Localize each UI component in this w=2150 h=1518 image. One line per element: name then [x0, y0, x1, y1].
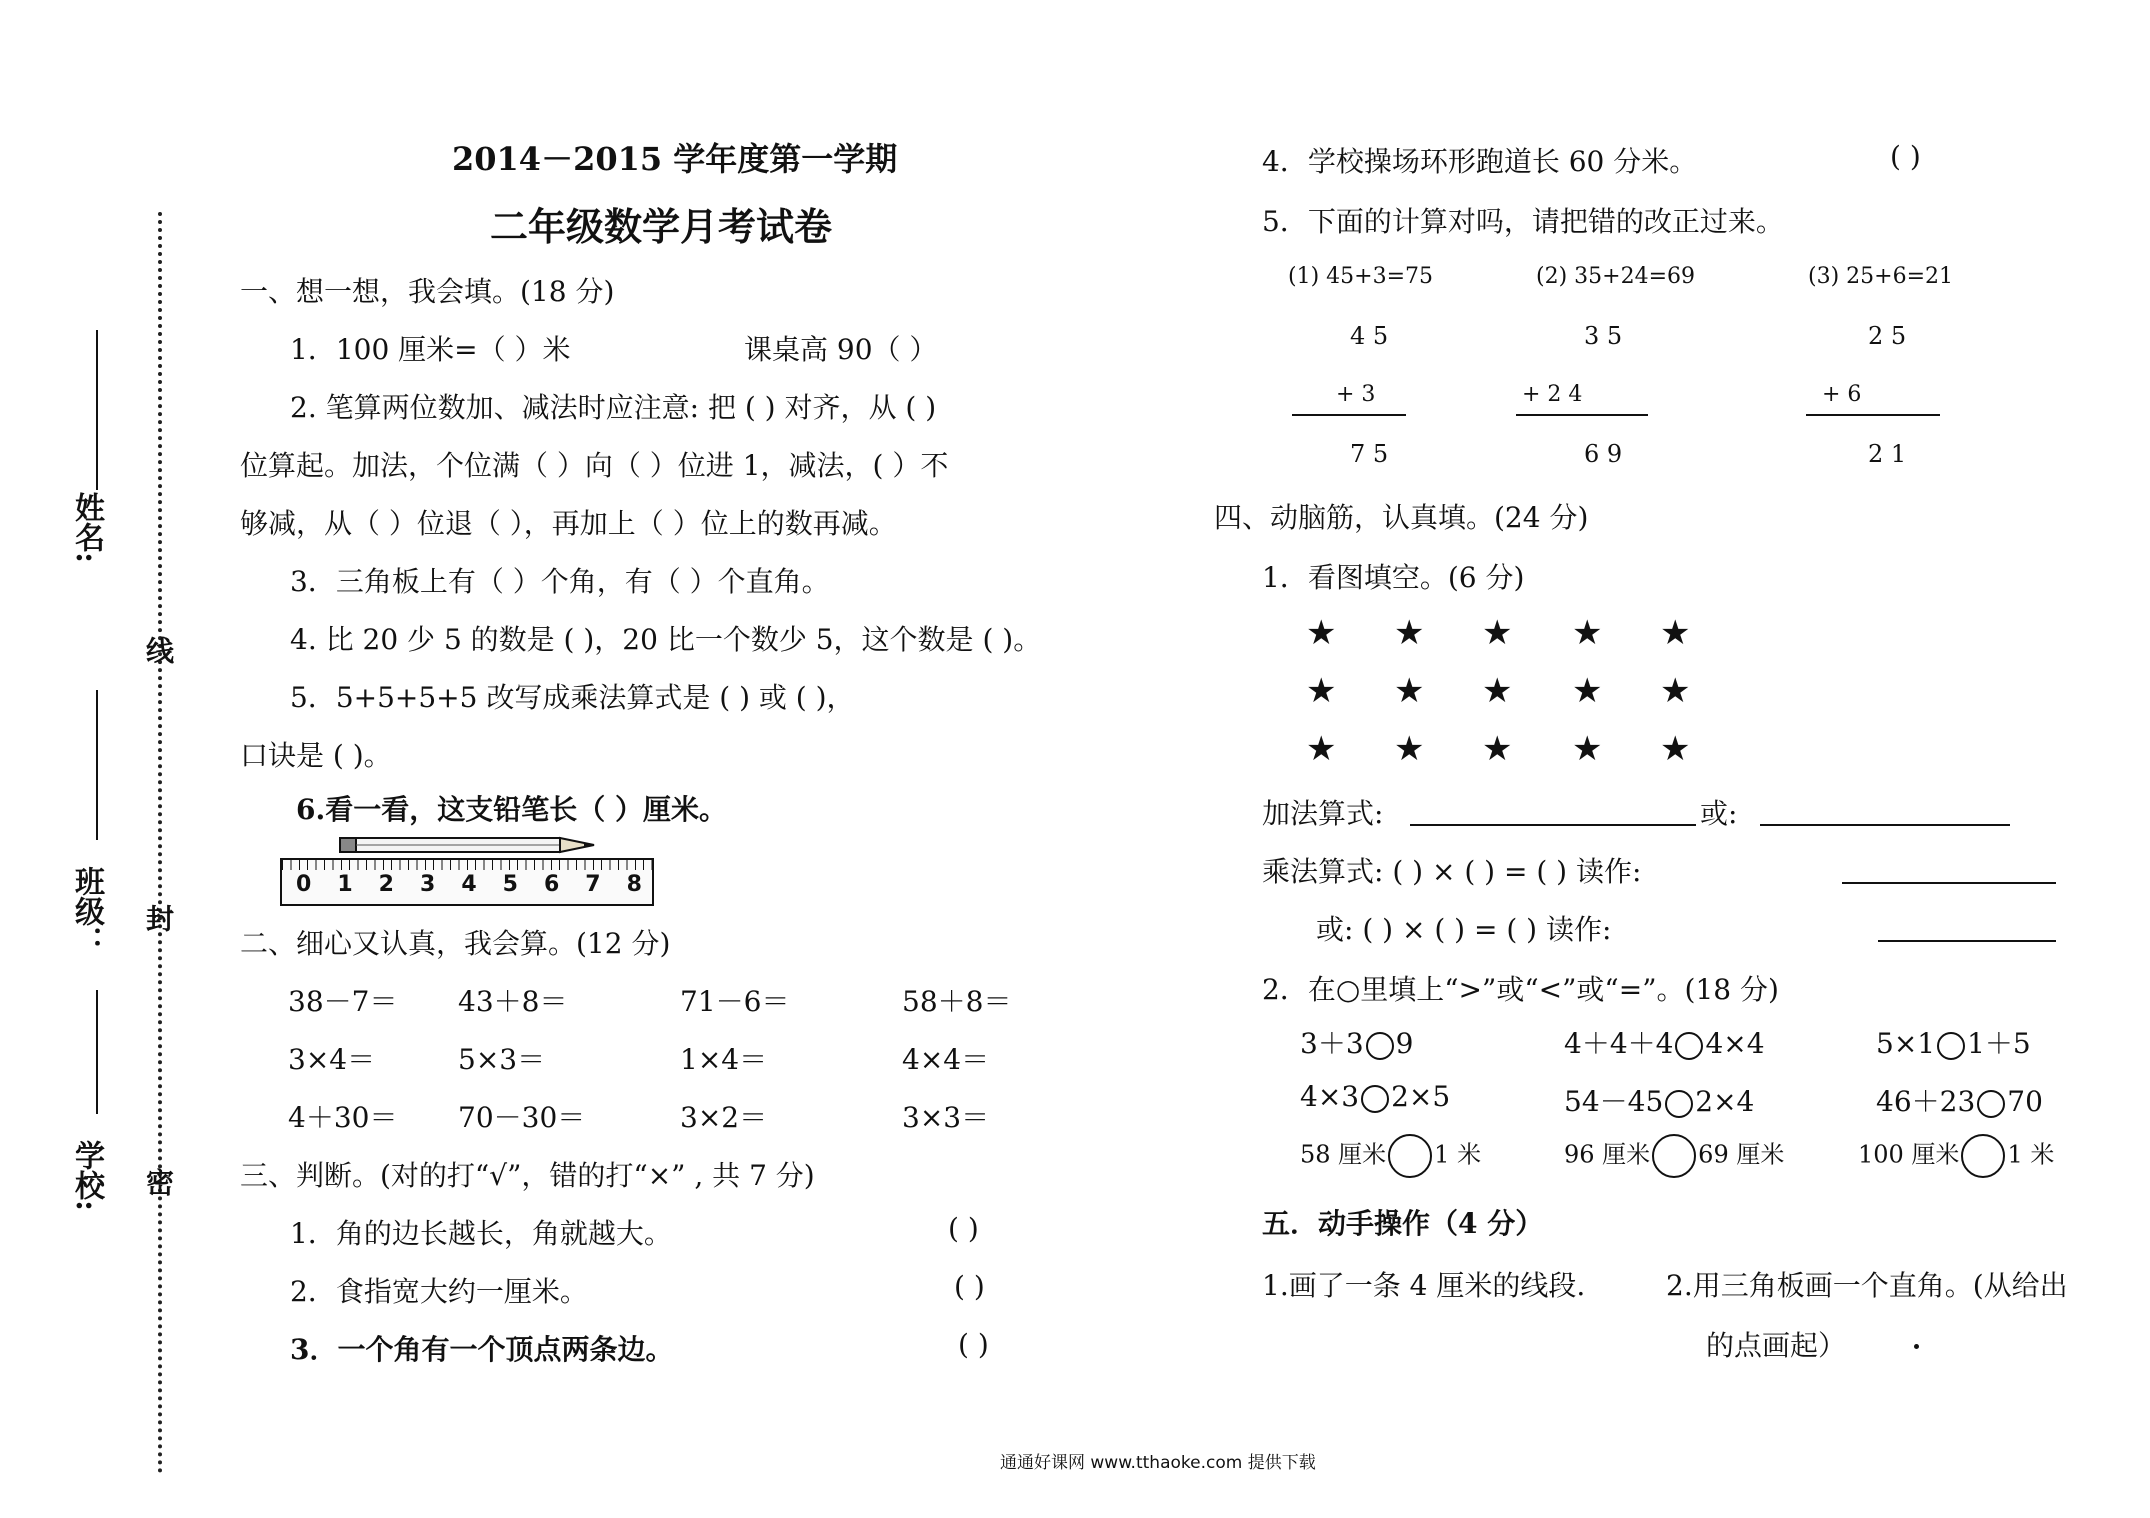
star-icon: ★ — [1482, 613, 1513, 653]
calc-check-label-1: (1) 45+3=75 — [1288, 264, 1434, 289]
judge-item-4: 4．学校操场环形跑道长 60 分米。 — [1262, 145, 1698, 178]
star-icon: ★ — [1572, 729, 1603, 769]
ruler — [280, 858, 654, 906]
compare-right: 1＋5 — [1967, 1027, 2031, 1060]
ruler-tick-label: 4 — [461, 872, 477, 897]
star-icon: ★ — [1306, 671, 1337, 711]
compare-right: 69 厘米 — [1698, 1140, 1785, 1169]
compare-right: 2×5 — [1391, 1080, 1451, 1113]
compare-item — [1300, 1080, 1450, 1113]
s1-q1b: 课桌高 90（ ） — [744, 333, 938, 366]
judge-paren-2: ( ) — [954, 1270, 985, 1303]
compare-left: 96 厘米 — [1564, 1140, 1651, 1169]
ruler-tick-label: 6 — [543, 872, 560, 897]
compare-left: 46＋23 — [1876, 1085, 1976, 1118]
compare-right: 1 米 — [2007, 1140, 2055, 1169]
ruler-tick-label: 0 — [296, 872, 312, 897]
star-icon: ★ — [1306, 613, 1337, 653]
judge-paren-4: ( ) — [1890, 140, 1921, 173]
class-label: 班级： — [69, 866, 104, 956]
compare-right: 1 米 — [1434, 1140, 1482, 1169]
s1-q5-line2: 口诀是 ( )。 — [240, 739, 392, 772]
calc-item: 4＋30＝ — [288, 1101, 398, 1134]
compare-left: 4×3 — [1300, 1080, 1360, 1113]
s1-q5-line1: 5．5+5+5+5 改写成乘法算式是 ( ) 或 ( )， — [290, 681, 855, 714]
compare-left: 4＋4＋4 — [1564, 1027, 1674, 1060]
calc-check-result-2: 6 9 — [1584, 440, 1623, 468]
compare-right: 70 — [2007, 1085, 2043, 1118]
star-icon: ★ — [1660, 613, 1691, 653]
compare-item — [1858, 1134, 2054, 1178]
exam-title: 二年级数学月考试卷 — [490, 204, 833, 249]
compare-left: 3＋3 — [1300, 1027, 1364, 1060]
calc-item: 71－6＝ — [680, 985, 790, 1018]
calc-check-label-2: (2) 35+24=69 — [1536, 264, 1696, 289]
compare-right: 4×4 — [1705, 1027, 1765, 1060]
pencil-icon — [280, 834, 660, 858]
calc-check-op-3: + 6 — [1822, 382, 1862, 407]
calc-check-top-3: 2 5 — [1868, 322, 1907, 350]
calc-item: 3×3＝ — [902, 1101, 990, 1134]
section4-heading: 四、动脑筋，认真填。(24 分) — [1214, 501, 1589, 534]
pencil-ruler-figure — [280, 834, 660, 904]
ruler-tick-label: 1 — [337, 872, 353, 897]
calc-item: 3×4＝ — [288, 1043, 376, 1076]
s1-q6: 6.看一看，这支铅笔长（ ）厘米。 — [296, 793, 727, 826]
blank-circle[interactable] — [1388, 1134, 1432, 1178]
mul-read-blank — [1842, 882, 2056, 884]
compare-item — [1564, 1080, 1754, 1120]
name-label: 姓名: — [69, 492, 104, 564]
star-icon: ★ — [1482, 671, 1513, 711]
mul-formula-line: 乘法算式: ( ) × ( ) = ( ) 读作: — [1262, 855, 1642, 888]
calc-check-heading: 5．下面的计算对吗，请把错的改正过来。 — [1262, 205, 1784, 238]
blank-circle[interactable] — [1652, 1134, 1696, 1178]
judge-paren-3: ( ) — [958, 1328, 989, 1361]
s1-q2-line1: 2. 笔算两位数加、减法时应注意: 把 ( ) 对齐，从 ( ) — [290, 391, 937, 424]
blank-circle[interactable] — [1665, 1090, 1693, 1118]
calc-check-label-3: (3) 25+6=21 — [1808, 264, 1954, 289]
year-title: 2014－2015 学年度第一学期 — [452, 140, 898, 178]
compare-right: 9 — [1395, 1027, 1414, 1060]
ruler-tick-label: 8 — [626, 872, 642, 897]
s5-q1: 1.画了一条 4 厘米的线段. — [1262, 1269, 1586, 1302]
section2-heading: 二、细心又认真，我会算。(12 分) — [240, 927, 671, 960]
seal-char-line: 线 — [142, 636, 175, 664]
start-point — [1914, 1344, 1919, 1349]
star-icon: ★ — [1572, 671, 1603, 711]
calc-check-rule-1 — [1292, 414, 1406, 416]
judge-item-3: 3．一个角有一个顶点两条边。 — [290, 1333, 674, 1366]
mul-formula-line-2: 或: ( ) × ( ) = ( ) 读作: — [1316, 913, 1612, 946]
section5-heading: 五．动手操作（4 分） — [1262, 1207, 1544, 1240]
blank-circle[interactable] — [1977, 1090, 2005, 1118]
compare-left: 58 厘米 — [1300, 1140, 1387, 1169]
s4-q1-heading: 1．看图填空。(6 分) — [1262, 561, 1525, 594]
calc-check-top-1: 4 5 — [1350, 322, 1389, 350]
blank-circle[interactable] — [1361, 1085, 1389, 1113]
ruler-ticks — [282, 860, 652, 870]
calc-check-op-1: + 3 — [1336, 382, 1376, 407]
judge-item-1: 1．角的边长越长，角就越大。 — [290, 1217, 672, 1250]
s5-q2-line2: 的点画起） — [1706, 1329, 1847, 1362]
s4-q2-heading: 2．在○里填上“>”或“<”或“=”。(18 分) — [1262, 973, 1779, 1006]
s1-q3: 3．三角板上有（ ）个角，有（ ）个直角。 — [290, 565, 830, 598]
compare-item — [1876, 1080, 2043, 1120]
ruler-tick-label: 3 — [419, 872, 436, 897]
school-label: 学校: — [69, 1140, 104, 1212]
seal-char-seal: 封 — [142, 904, 175, 932]
star-icon: ★ — [1572, 613, 1603, 653]
blank-circle[interactable] — [1366, 1032, 1394, 1060]
star-icon: ★ — [1394, 729, 1425, 769]
compare-right: 2×4 — [1695, 1085, 1755, 1118]
calc-item: 5×3＝ — [458, 1043, 546, 1076]
calc-item: 1×4＝ — [680, 1043, 768, 1076]
compare-left: 5×1 — [1876, 1027, 1936, 1060]
blank-circle[interactable] — [1961, 1134, 2005, 1178]
add-formula-label: 加法算式: — [1262, 797, 1384, 830]
compare-item — [1564, 1022, 1765, 1062]
judge-item-2: 2．食指宽大约一厘米。 — [290, 1275, 588, 1308]
blank-circle[interactable] — [1937, 1032, 1965, 1060]
add-formula-or-blank — [1760, 824, 2010, 826]
name-underline — [96, 330, 98, 490]
add-formula-or-label: 或: — [1700, 797, 1738, 830]
star-icon: ★ — [1394, 613, 1425, 653]
class-underline — [96, 690, 98, 840]
ruler-tick-label: 5 — [502, 872, 518, 897]
seal-char-secret: 密 — [142, 1168, 175, 1196]
ruler-tick-label: 2 — [378, 872, 394, 897]
calc-item: 4×4＝ — [902, 1043, 990, 1076]
s1-q4: 4. 比 20 少 5 的数是 ( )，20 比一个数少 5，这个数是 ( )。 — [290, 623, 1042, 656]
calc-check-rule-2 — [1516, 414, 1648, 416]
star-icon: ★ — [1306, 729, 1337, 769]
calc-check-top-2: 3 5 — [1584, 322, 1623, 350]
compare-left: 100 厘米 — [1858, 1140, 1960, 1169]
ruler-tick-label: 7 — [585, 872, 601, 897]
calc-check-result-3: 2 1 — [1868, 440, 1907, 468]
calc-item: 70－30＝ — [458, 1101, 586, 1134]
star-icon: ★ — [1394, 671, 1425, 711]
compare-item — [1876, 1022, 2031, 1062]
calc-item: 3×2＝ — [680, 1101, 768, 1134]
blank-circle[interactable] — [1675, 1032, 1703, 1060]
compare-item — [1564, 1134, 1784, 1178]
star-icon: ★ — [1660, 729, 1691, 769]
compare-item — [1300, 1134, 1481, 1178]
school-underline — [96, 990, 98, 1114]
compare-item — [1300, 1022, 1413, 1062]
footer-text: 通通好课网 www.tthaoke.com 提供下载 — [1000, 1453, 1316, 1473]
s5-q2-line1: 2.用三角板画一个直角。(从给出 — [1666, 1269, 2068, 1302]
section3-heading: 三、判断。(对的打“√”，错的打“×” , 共 7 分) — [240, 1159, 815, 1192]
s1-q2-line3: 够减，从（ ）位退（ ），再加上（ ）位上的数再减。 — [240, 507, 897, 540]
mul-read-blank-2 — [1878, 940, 2056, 942]
calc-check-rule-3 — [1806, 414, 1940, 416]
star-icon: ★ — [1482, 729, 1513, 769]
calc-check-result-1: 7 5 — [1350, 440, 1389, 468]
judge-paren-1: ( ) — [948, 1212, 979, 1245]
s1-q2-line2: 位算起。加法，个位满（ ）向（ ）位进 1，减法，( ）不 — [240, 449, 949, 482]
calc-item: 58＋8＝ — [902, 985, 1012, 1018]
s1-q1a: 1．100 厘米=（ ）米 — [290, 333, 571, 366]
binding-dotted-line — [158, 212, 162, 1474]
calc-check-op-2: + 2 4 — [1522, 382, 1583, 407]
star-icon: ★ — [1660, 671, 1691, 711]
compare-left: 54－45 — [1564, 1085, 1664, 1118]
section1-heading: 一、想一想，我会填。(18 分) — [240, 275, 615, 308]
add-formula-blank — [1410, 824, 1696, 826]
calc-item: 43＋8＝ — [458, 985, 568, 1018]
calc-item: 38－7＝ — [288, 985, 398, 1018]
